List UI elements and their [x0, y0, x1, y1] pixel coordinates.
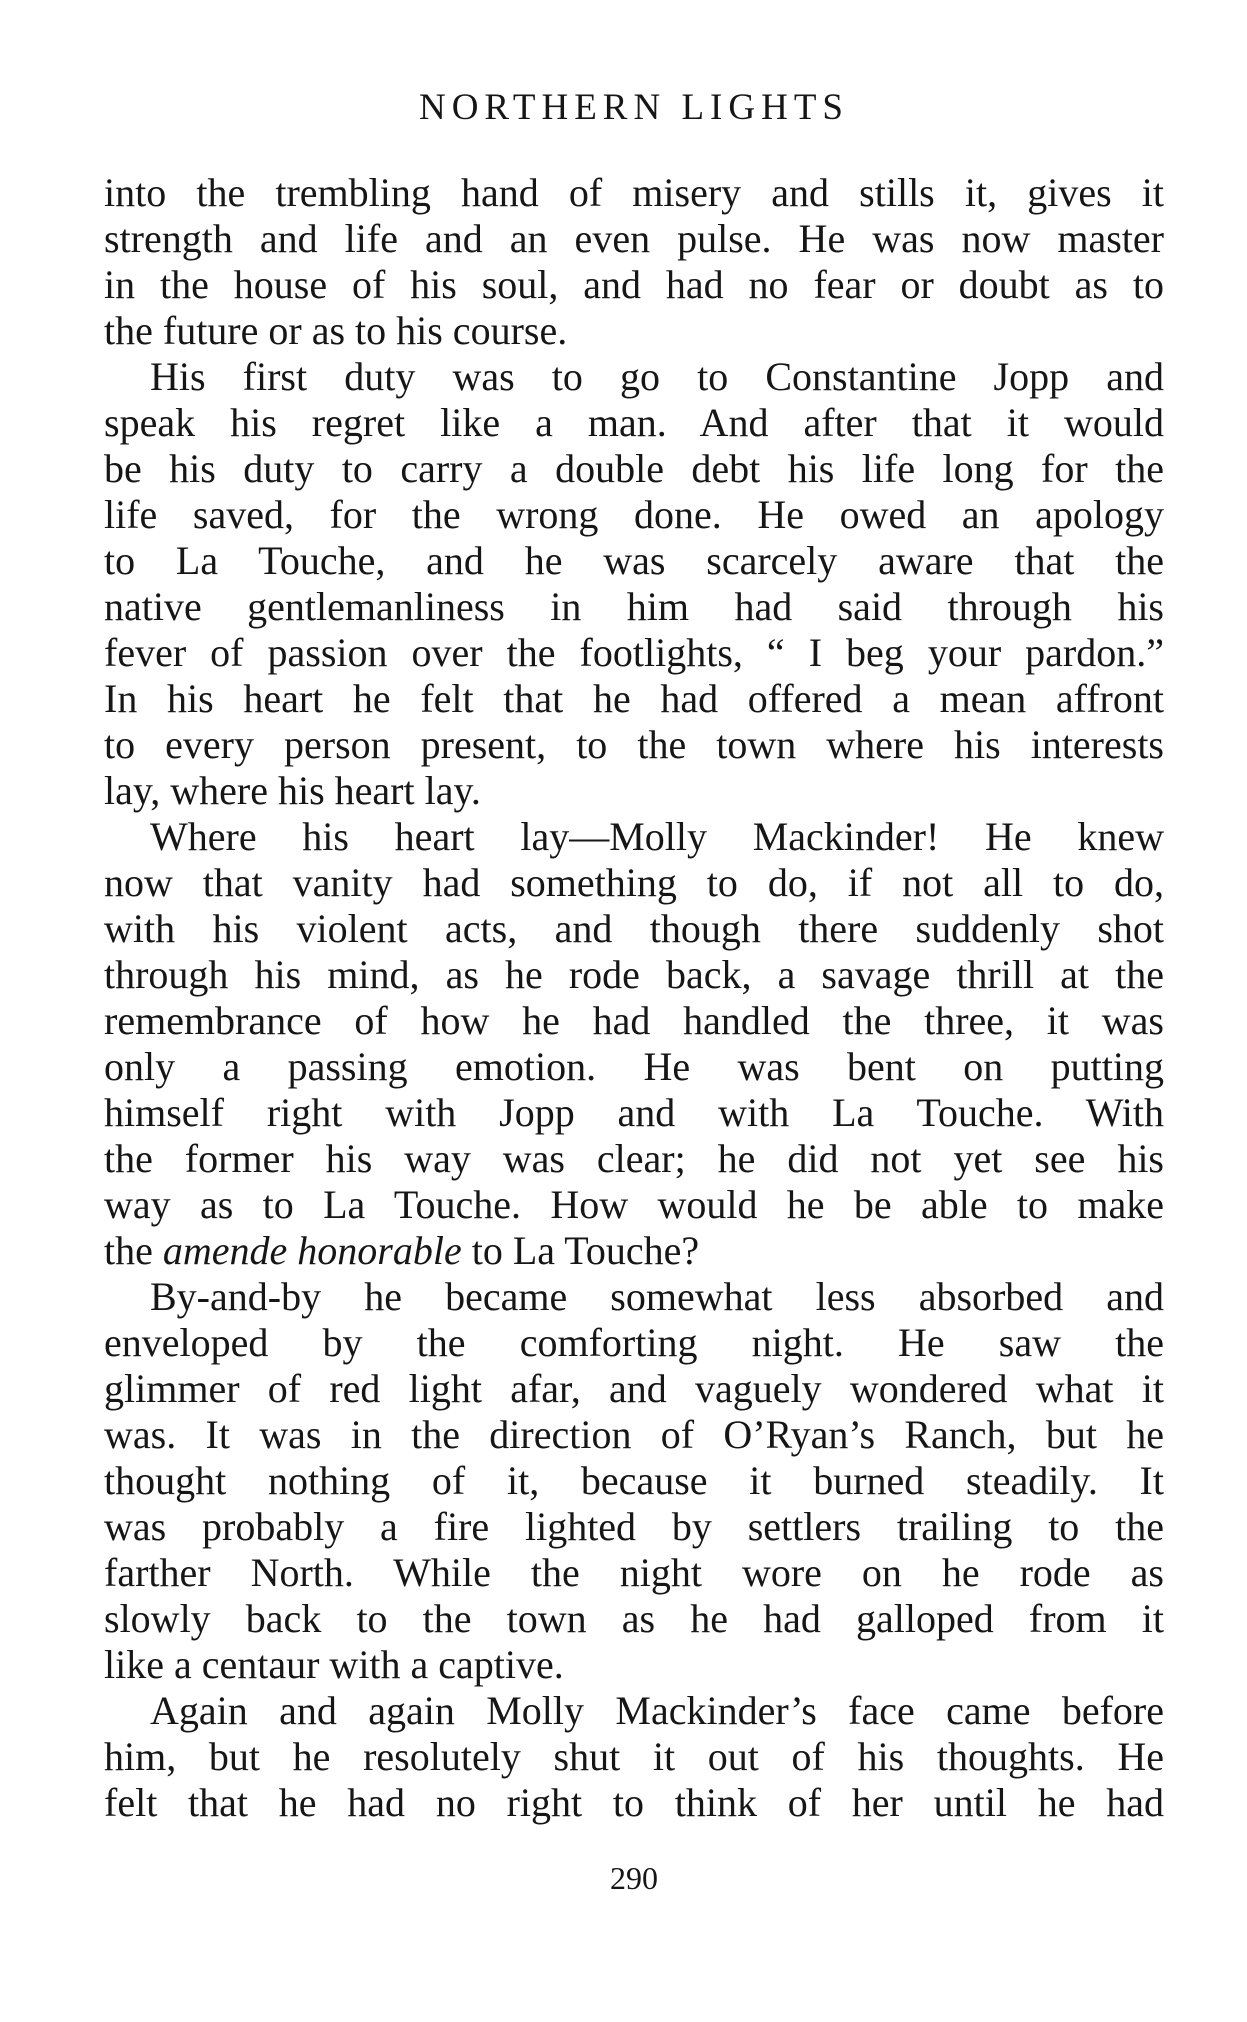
paragraph-first-line: Again and again Molly Mackinder’s face came before: [150, 1688, 1164, 1733]
text-line: strength and life and an even pulse. He was now master: [104, 216, 1164, 261]
text-line: like a centaur with a captive.: [104, 1642, 564, 1687]
text-line: felt that he had no right to think of her until he had: [104, 1780, 1164, 1825]
text-line: be his duty to carry a double debt his life long for the: [104, 446, 1164, 491]
text-line: now that vanity had something to do, if not all to do,: [104, 860, 1164, 905]
italic-phrase: amende honorable: [162, 1228, 462, 1273]
paragraph-first-line: His first duty was to go to Constantine Jopp and: [150, 354, 1164, 399]
paragraph-first-line: Where his heart lay—Molly Mackinder! He knew: [150, 814, 1164, 859]
text-line: the former his way was clear; he did not yet see his: [104, 1136, 1164, 1181]
text-line: him, but he resolutely shut it out of his thoughts. He: [104, 1734, 1164, 1779]
text-line: was probably a fire lighted by settlers trailing to the: [104, 1504, 1164, 1549]
text-line: life saved, for the wrong done. He owed an apology: [104, 492, 1164, 537]
text-line: enveloped by the comforting night. He saw the: [104, 1320, 1164, 1365]
italic-line-text: the amende honorable to La Touche?: [104, 1228, 700, 1273]
text-line: only a passing emotion. He was bent on putting: [104, 1044, 1164, 1089]
text-line: farther North. While the night wore on he rode as: [104, 1550, 1164, 1595]
text-line: speak his regret like a man. And after that it would: [104, 400, 1164, 445]
text-line: glimmer of red light afar, and vaguely wondered what it: [104, 1366, 1164, 1411]
text-line: native gentlemanliness in him had said through his: [104, 584, 1164, 629]
text-line: in the house of his soul, and had no fear or doubt as to: [104, 262, 1164, 307]
text-line: into the trembling hand of misery and stills it, gives it: [104, 170, 1164, 215]
text-line: to every person present, to the town where his interests: [104, 722, 1164, 767]
text-line: way as to La Touche. How would he be able to make: [104, 1182, 1164, 1227]
paragraph-first-line: By-and-by he became somewhat less absorbed and: [150, 1274, 1164, 1319]
text-line: slowly back to the town as he had galloped from it: [104, 1596, 1164, 1641]
text-line: thought nothing of it, because it burned steadily. It: [104, 1458, 1164, 1503]
text-line: through his mind, as he rode back, a savage thrill at the: [104, 952, 1164, 997]
text-line: fever of passion over the footlights, “ I beg your pardon.”: [104, 630, 1164, 675]
text-line: remembrance of how he had handled the three, it was: [104, 998, 1164, 1043]
text-line: was. It was in the direction of O’Ryan’s Ranch, but he: [104, 1412, 1164, 1457]
text-line: In his heart he felt that he had offered a mean affront: [104, 676, 1164, 721]
page-number: 290: [610, 1860, 658, 1896]
text-line: to La Touche, and he was scarcely aware that the: [104, 538, 1164, 583]
running-head: NORTHERN LIGHTS: [418, 87, 849, 128]
text-line: himself right with Jopp and with La Touche. With: [104, 1090, 1164, 1135]
text-line-with-italic: [104, 1228, 1164, 1274]
text-line: the future or as to his course.: [104, 308, 568, 353]
text-line: lay, where his heart lay.: [104, 768, 481, 813]
text-line: with his violent acts, and though there suddenly shot: [104, 906, 1164, 951]
